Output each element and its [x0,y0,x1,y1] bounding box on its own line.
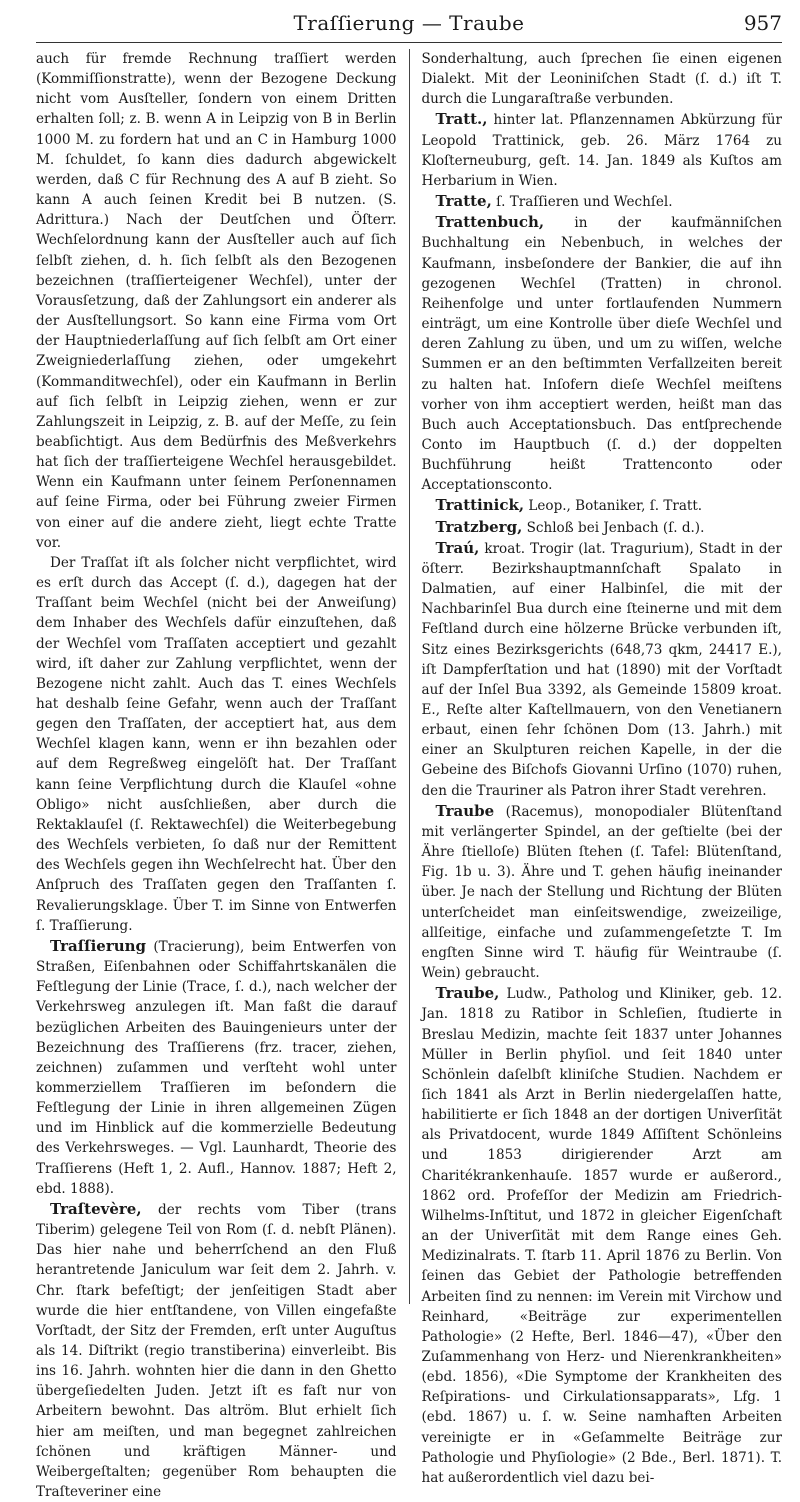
text-columns [36,49,782,1501]
entry-continuation [36,49,397,553]
entry-headword: Tratzberg, [435,517,523,536]
right-column [410,49,783,1486]
page-header [36,8,782,43]
dictionary-entry [422,191,783,212]
entry-headword: Traſſierung [50,936,147,955]
entry-text: Der Traſſat iſt als ſolcher nicht verpflichtet, wird es erſt durch das Accept (ſ. d.), dagegen hat der Traſſant beim Wechſel (nicht bei der Anweiſung) dem Inhaber des Wechſels dafür einzuſtehen, daß der Wechſel vom Traſſaten acceptiert und gezahlt wird, iſt daher zur Zahlung verpflichtet, wenn der Bezogene nicht zahlt. Auch das T. eines Wechſels hat deshalb ſeine Gefahr, wenn auch der Traſſant gegen den Traſſaten, der acceptiert hat, aus dem Wechſel klagen kann, wenn er ihn bezahlen oder auf dem Regreßweg eingelöſt hat. Der Traſſant kann ſeine Verpflichtung durch die Klauſel «ohne Obligo» nicht ausſchließen, aber durch die Rektaklauſel (ſ. Rektawechſel) die Weiterbegebung des Wechſels verbieten, ſo daß nur der Remittent des Wechſels gegen ihn Wechſelrecht hat. Über den Anſpruch des Traſſaten gegen den Traſſanten ſ. Revalierungsklage. Über T. im Sinne von Entwerfen ſ. Traſſierung. [36,554,397,934]
entry-text: auch für fremde Rechnung traſſiert werden (Kommiſſionstratte), wenn der Bezogene Deckung nicht vom Ausſteller, ſondern von einem Dritten erhalten ſoll; z. B. wenn A in Leipzig von B in Berlin 1000 M. zu fordern hat und an C in Hamburg 1000 M. ſchuldet, ſo kann dies dadurch abgewickelt werden, daß C für Rechnung des A auf B zieht. So kann A auch ſeinen Kredit bei B nutzen. (S. Adrittura.) Nach der Deutſchen und Öſterr. Wechſelordnung kann der Ausſteller auch auf ſich ſelbſt ziehen, d. h. ſich ſelbſt als den Bezogenen bezeichnen (traſſierteigener Wechſel), unter der Vorausſetzung, daß der Zahlungsort ein anderer als der Ausſtellungsort. So kann eine Firma vom Ort der Hauptniederlaſſung auf ſich ſelbſt am Ort einer Zweigniederlaſſung ziehen, oder umgekehrt (Kommanditwechſel), oder ein Kaufmann in Berlin auf ſich ſelbſt in Leipzig ziehen, wenn er zur Zahlungszeit in Leipzig, z. B. auf der Meſſe, zu ſein beabſichtigt. Aus dem Bedürfnis des Meßverkehrs hat ſich der traſſierteigene Wechſel herausgebildet. Wenn ein Kaufmann unter ſeinem Perſonennamen auf ſeine Firma, oder bei Führung zweier Firmen von einer auf die andere zieht, liegt echte Tratte vor. [36,51,397,551]
entry-text: hinter lat. Pflanzennamen Abkürzung für Leopold Trattinick, geb. 26. März 1764 zu Kloſterneuburg, geſt. 14. Jan. 1849 als Kuſtos am Herbarium in Wien. [421,112,782,189]
entry-headword: Trattenbuch, [435,213,545,232]
entry-headword: Trattinick, [435,496,525,515]
left-column [36,49,410,1501]
dictionary-entry [422,801,783,983]
entry-headword: Tratt., [435,110,488,129]
entry-headword: Traú, [435,538,480,557]
dictionary-entry [422,517,783,538]
entry-text: Ludw., Patholog und Kliniker, geb. 12. Jan. 1818 zu Ratibor in Schleſien, ſtudierte in Breslau Medizin, machte ſeit 1837 unter Johannes Müller in Berlin phyſiol. und ſeit 1840 unter Schönlein daſelbſt kliniſche Studien. Nachdem er ſich 1841 als Arzt in Berlin niedergelaſſen hatte, habilitierte er ſich 1848 an der dortigen Univerſität als Privatdocent, wurde 1849 Aſſiſtent Schönleins und 1853 dirigierender Arzt am Charitékrankenhauſe. 1857 wurde er außerord., 1862 ord. Profeſſor der Medizin am Friedrich-Wilhelms-Inſtitut, und 1872 in gleicher Eigenſchaft an der Univerſität mit dem Range eines Geh. Medizinalrats. T. ſtarb 11. April 1876 zu Berlin. Von ſeinen das Gebiet der Pathologie betreffenden Arbeiten ſind zu nennen: im Verein mit Virchow und Reinhard, «Beiträge zur experimentellen Pathologie» (2 Hefte, Berl. 1846—47), «Über den Zuſammenhang von Herz- und Nierenkrankheiten» (ebd. 1856), «Die Symptome der Krankheiten des Reſpirations- und Cirkulationsapparats», Lfg. 1 (ebd. 1867) u. ſ. w. Seine namhaften Arbeiten vereinigte er in «Geſammelte Beiträge zur Pathologie und Phyſiologie» (2 Bde., Berl. 1871). T. hat außerordentlich viel dazu bei- [421,986,782,1486]
entry-text: (Racemus), monopodialer Blütenſtand mit verlängerter Spindel, an der geſtielte (bei der Ähre ſtielloſe) Blüten ſtehen (ſ. Tafel: Blütenſtand, Fig. 1b u. 3). Ähre und T. gehen häufig ineinander über. Je nach der Stellung und Richtung der Blüten unterſcheidet man einſeitswendige, zweizeilige, allſeitige, einfache und zuſammengeſetzte T. Im engſten Sinne wird T. häufig für Weintraube (ſ. Wein) gebraucht. [421,803,782,982]
entry-text: (Tracierung), beim Entwerfen von Straßen, Eiſenbahnen oder Schiffahrtskanälen die Feſtlegung der Linie (Trace, ſ. d.), nach welcher der Verkehrsweg anzulegen iſt. Man faßt die darauf bezüglichen Arbeiten des Bauingenieurs unter der Bezeichnung des Traſſierens (frz. tracer, ziehen, zeichnen) zuſammen und verſteht wohl unter kommerziellem Traſſieren im beſondern die Feſtlegung der Linie in ihren allgemeinen Zügen und im Hinblick auf die kommerzielle Bedeutung des Verkehrsweges. — Vgl. Launhardt, Theorie des Traſſierens (Heft 1, 2. Aufl., Hannov. 1887; Heft 2, ebd. 1888). [36,938,397,1197]
entry-continuation [422,49,783,109]
dictionary-entry [422,212,783,495]
dictionary-entry [422,495,783,516]
entry-headword: Traſtevère, [50,1199,142,1218]
entry-headword: Traube, [435,984,500,1003]
dictionary-entry [422,538,783,801]
entry-text: ſ. Traſſieren und Wechſel. [491,194,673,211]
entry-text: Leop., Botaniker, ſ. Tratt. [524,498,703,515]
entry-headword: Tratte, [435,192,492,211]
entry-headword: Traube [435,801,495,820]
running-title: Traſſierung — Traube [293,11,525,35]
entry-text: kroat. Trogir (lat. Tragurium), Stadt in der öſterr. Bezirkshauptmannſchaft Spalato in Dalmatien, auf einer Halbinſel, die mit der Nachbarinſel Bua durch eine ſteinerne und mit dem Feſtland durch eine hölzerne Brücke verbunden iſt, Sitz eines Bezirksgerichts (648,73 qkm, 24417 E.), iſt Dampferſtation und hat (1890) mit der Vorſtadt auf der Inſel Bua 3392, als Gemeinde 15809 kroat. E., Reſte alter Kaſtellmauern, von den Venetianern erbaut, einen ſehr ſchönen Dom (13. Jahrh.) mit einer an Skulpturen reichen Kapelle, in der die Gebeine des Biſchofs Giovanni Urſino (1070) ruhen, den die Trauriner als Patron ihrer Stadt verehren. [421,540,782,799]
entry-text: in der kaufmänniſchen Buchhaltung ein Nebenbuch, in welches der Kaufmann, insbeſondere der Bankier, die auf ihn gezogenen Wechſel (Tratten) in chronol. Reihenfolge und unter fortlaufenden Nummern einträgt, um eine Kontrolle über dieſe Wechſel und deren Zahlung zu üben, und um zu wiſſen, welche Summen er an den beſtimmten Verfallzeiten bereit zu halten hat. Inſofern dieſe Wechſel meiſtens vorher von ihm acceptiert werden, heißt man das Buch auch Acceptationsbuch. Das entſprechende Conto im Hauptbuch (ſ. d.) der doppelten Buchführung heißt Trattenconto oder Acceptationsconto. [421,215,782,494]
entry-continuation [36,553,397,936]
dictionary-entry [36,1199,397,1502]
entry-text: Sonderhaltung, auch ſprechen ſie einen eigenen Dialekt. Mit der Leoniniſchen Stadt (ſ. d.) iſt T. durch die Lungaraſtraße verbunden. [421,51,782,108]
dictionary-entry [422,983,783,1488]
dictionary-entry [422,109,783,191]
entry-text: der rechts vom Tiber (trans Tiberim) gelegene Teil von Rom (ſ. d. nebſt Plänen). Das hier nahe und beherrſchend an den Fluß herantretende Janiculum war ſeit dem 2. Jahrh. v. Chr. ſtark befeſtigt; der jenſeitigen Stadt aber wurde die hier entſtandene, von Villen eingefaßte Vorſtadt, der Sitz der Fremden, erſt unter Auguſtus als 14. Diſtrikt (regio transtiberina) einverleibt. Bis ins 16. Jahrh. wohnten hier die dann in den Ghetto übergeſiedelten Juden. Jetzt iſt es faſt nur von Arbeitern bewohnt. Das altröm. Blut erhielt ſich hier am meiſten, und man begegnet zahlreichen ſchönen und kräftigen Männer- und Weibergeſtalten; gegenüber Rom behaupten die Traſteveriner eine [36,1201,397,1501]
dictionary-entry [36,936,397,1199]
page-number: 957 [743,11,782,35]
entry-text: Schloß bei Jenbach (ſ. d.). [522,519,705,536]
